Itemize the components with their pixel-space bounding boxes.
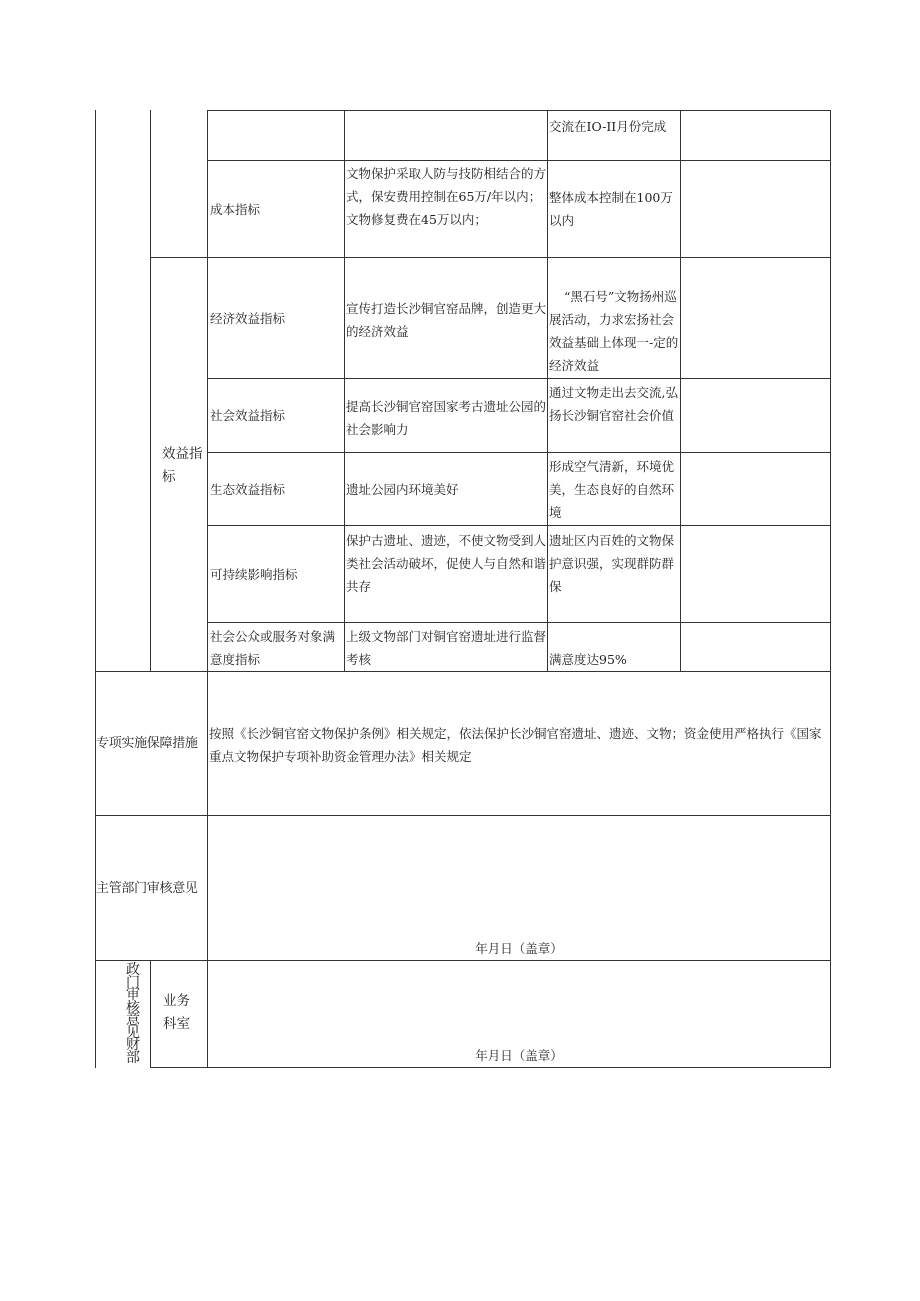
row-line-6	[207, 622, 831, 623]
content-cell-5: 保护古遗址、遗迹，不使文物受到人类社会活动破坏，促使人与自然和谐共存	[346, 533, 546, 594]
measures-text: 按照《长沙铜官窑文物保护条例》相关规定，依法保护长沙铜官窑遗址、遗迹、文物；资金使用严格执行《国家重点文物保护专项补助资金管理办法》相关规定	[209, 726, 822, 764]
target-cell-2: “黑石号”文物扬州巡展活动，力求宏扬社会效益基础上体现一-定的经济效益	[549, 289, 679, 373]
review-stamp: 年月日（盖章）	[475, 941, 563, 956]
indicator-cell-4: 生态效益指标	[210, 481, 286, 497]
finance-sub-label: 业务科室	[163, 993, 190, 1032]
target-cell-3: 通过文物走出去交流,弘扬长沙铜官窑社会价值	[549, 385, 678, 423]
border-col5	[547, 110, 548, 671]
target-cell-0: 交流在IO-II月份完成	[549, 119, 667, 134]
content-cell-3: 提高长沙铜官窑国家考古遗址公园的社会影响力	[346, 399, 546, 437]
border-col4	[344, 110, 345, 671]
border-col6	[680, 110, 681, 671]
border-right	[830, 110, 831, 1068]
border-finance-sub	[150, 960, 151, 1068]
content-cell-6: 上级文物部门对铜官窑遗址进行监督考核	[346, 629, 546, 667]
benefit-indicator-label: 效益指标	[162, 446, 203, 485]
indicator-cell-2: 经济效益指标	[210, 310, 286, 326]
border-top	[207, 110, 831, 111]
target-cell-5: 遗址区内百姓的文物保护意识强，实现群防群保	[549, 533, 675, 594]
row-line-9	[95, 960, 831, 961]
finance-stamp: 年月日（盖章）	[475, 1048, 563, 1063]
finance-label: 政门审核意见财部	[126, 962, 140, 1066]
border-bottom	[150, 1067, 831, 1068]
review-label: 主管部门审核意见	[96, 880, 198, 896]
content-cell-4: 遗址公园内环境美好	[346, 481, 459, 497]
indicator-cell-5: 可持续影响指标	[210, 566, 298, 582]
indicator-cell-3: 社会效益指标	[210, 408, 286, 423]
target-cell-4: 形成空气清新，环境优美，生态良好的自然环境	[549, 459, 675, 520]
content-cell-2: 宣传打造长沙铜官窑品牌，创造更大的经济效益	[346, 301, 546, 339]
target-cell-1: 整体成本控制在100万以内	[549, 190, 673, 228]
content-cell-1: 文物保护采取人防与技防相结合的方式，保安费用控制在65万/年以内；文物修复费在45万以内；	[346, 166, 546, 227]
indicator-cell-6: 社会公众或服务对象满意度指标	[210, 629, 336, 667]
indicator-cell-1: 成本指标	[210, 201, 261, 217]
target-cell-6: 满意度达95%	[549, 652, 627, 667]
border-col2	[150, 110, 151, 671]
measures-label: 专项实施保障措施	[96, 736, 198, 751]
